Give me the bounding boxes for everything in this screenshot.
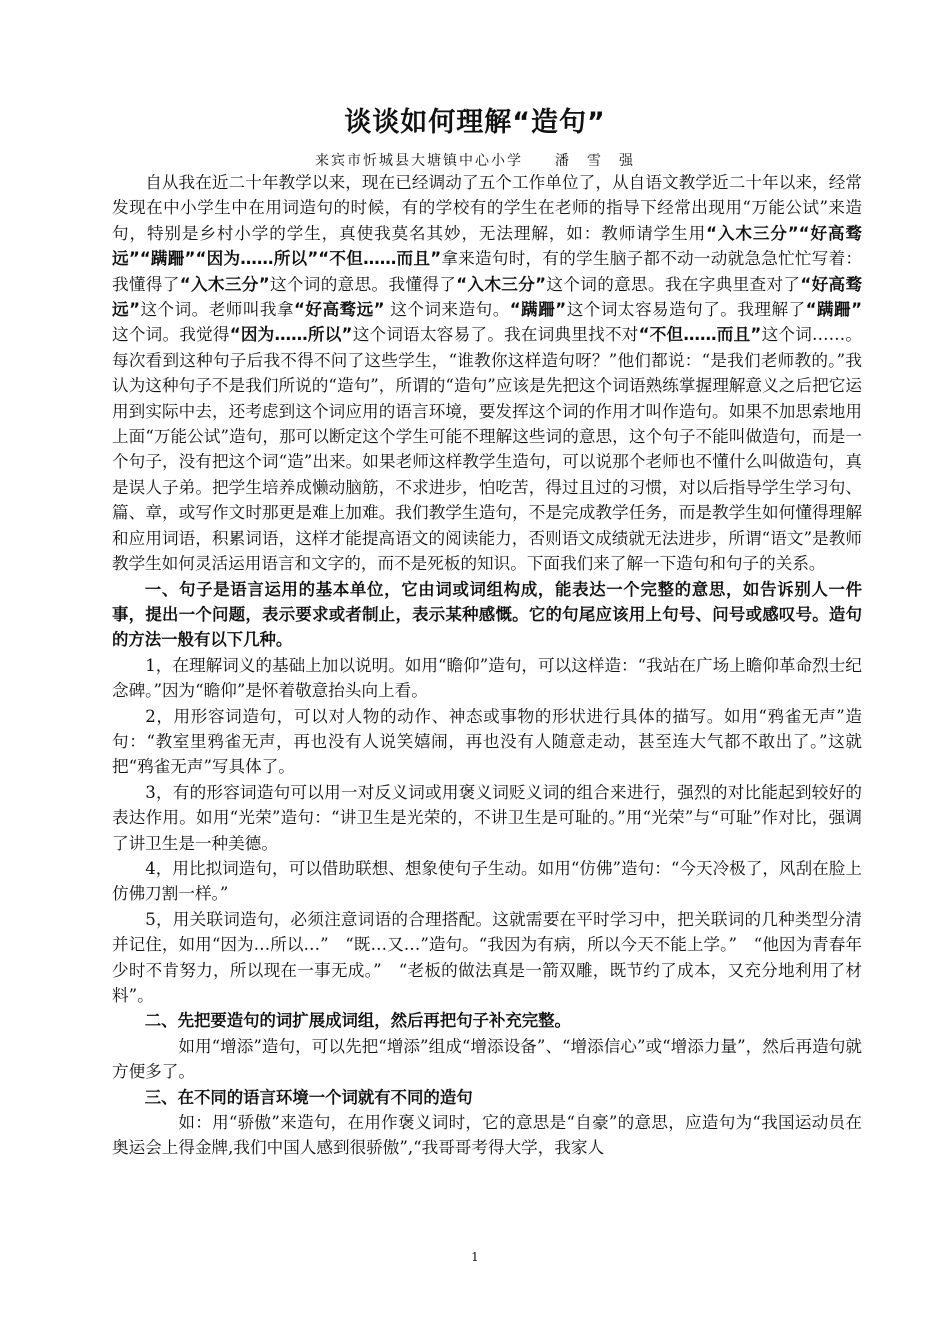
intro-text: 这个词。老师叫我拿 xyxy=(139,300,295,320)
bold-term: “蹒跚” xyxy=(509,300,567,320)
document-title: 谈谈如何理解“造句” xyxy=(344,107,606,138)
section-3-text: 如：用“骄傲”来造句，在用作褒义词时，它的意思是“自豪”的意思，应造句为“我国运动员在奥运会上得金牌,我们中国人感到很骄傲”,“我哥哥考得大学，我家人 xyxy=(112,1113,862,1158)
intro-text: 这个词来造句。 xyxy=(384,300,510,320)
intro-text: 这个词语太容易了。我在词典里找不对 xyxy=(352,325,639,345)
section-1-heading: 一、句子是语言运用的基本单位，它由词或词组构成，能表达一个完整的意思，如告诉别人一件事，提出一个问题，表示要求或者制止，表示某种感慨。它的句尾应该用上句号、问号或感叹号。造句的方法一般有以下几种。 xyxy=(112,579,862,650)
bold-term: “入木三分”“好高骛远”“蹒跚”“因为……所以”“不但……而且” xyxy=(112,223,863,269)
bold-term: “好高骛远” xyxy=(294,300,385,320)
section-3-heading: 三、在不同的语言环境一个词就有不同的造句 xyxy=(144,1087,473,1107)
intro-text: 这个词的意思。我在字典里查对了 xyxy=(546,274,801,294)
intro-paragraph xyxy=(112,170,862,577)
intro-text: 这个词……。每次看到这种句子后我不得不问了这些学生，“谁教你这样造句呀？”他们都说：“是我们老师教的。”我认为这种句子不是我们所说的“造句”，所谓的“造句”应该是先把这个词语熟练掌握理解意义之后把它运用到实际中去，还考虑到这个词应用的语言环境，要发挥这个词的作用才叫作造句。如果不加思索地用上面“万能公试”造句，那可以断定这个学生可能不理解这些词的意思，这个句子不能叫做造句，而是一个句子，没有把这个词“造”出来。如果老师这样教学生造句，可以说那个老师也不懂什么叫做造句，真是误人子弟。把学生培养成懒动脑筋，不求进步，怕吃苦，得过且过的习惯，对以后指导学生学习句、篇、章，或写作文时那更是难上加难。我们教学生造句，不是完成教学任务，而是教学生如何懂得理解和应用词语，积累词语，这样才能提高语文的阅读能力，否则语文成绩就无法进步，所谓“语文”是教师教学生如何灵活运用语言和文字的，而不是死板的知识。下面我们来了解一下造句和句子的关系。 xyxy=(112,325,863,574)
bold-term: “入木三分” xyxy=(179,274,270,294)
section-1-item-2: 2，用形容词造句，可以对人物的动作、神态或事物的形状进行具体的描写。如用“鸦雀无声”造句：“教室里鸦雀无声，再也没有人说笑嬉闹，再也没有人随意走动，甚至连大气都不敢出了。”这就把“鸦雀无声”写具体了。 xyxy=(112,706,862,777)
author-byline: 来宾市忻城县大塘镇中心小学 潘 雪 强 xyxy=(315,153,635,169)
document-body xyxy=(112,170,862,1161)
intro-text: 拿来造句时，有的学生脑子都不动一动就急急忙忙写着：我懂得了 xyxy=(112,249,863,294)
intro-text: 这个词。我觉得 xyxy=(112,325,230,345)
bold-term: “好高骛远” xyxy=(112,274,863,320)
intro-text: 这个词的意思。我懂得了 xyxy=(269,274,457,294)
bold-term: “入木三分” xyxy=(456,274,547,294)
section-1-item-4: 4，用比拟词造句，可以借助联想、想象使句子生动。如用“仿佛”造句：“今天冷极了，风刮在脸上仿佛刀割一样。” xyxy=(112,858,862,904)
intro-text: 这个词太容易造句了。我理解了 xyxy=(566,300,806,320)
section-1-item-3: 3，有的形容词造句可以用一对反义词或用褒义词贬义词的组合来进行，强烈的对比能起到较好的表达作用。如用“光荣”造句：“讲卫生是光荣的，不讲卫生是可耻的。”用“光荣”与“可耻”作对比，强调了讲卫生是一种美德。 xyxy=(112,782,862,853)
section-1-item-5: 5，用关联词造句，必须注意词语的合理搭配。这就需要在平时学习中，把关联词的几种类型分清并记住，如用“因为…所以…” “既…又…”造句。“我因为有病，所以今天不能上学。” “他因为青春年少时不肯努力，所以现在一事无成。” “老板的做法真是一箭双雕，既节约了成本，又充分地利用了材料”。 xyxy=(112,909,862,1005)
section-2-heading: 二、先把要造句的词扩展成词组，然后再把句子补充完整。 xyxy=(144,1011,571,1031)
intro-text: 自从我在近二十年教学以来，现在已经调动了五个工作单位了，从自语文教学近二十年以来，经常发现在中小学生中在用词造句的时候，有的学校有的学生在老师的指导下经常出现用“万能公试”来造句，特别是乡村小学的学生，真使我莫名其妙，无法理解，如：教师请学生用 xyxy=(112,173,862,243)
section-2-text: 如用“增添”造句，可以先把“增添”组成“增添设备”、“增添信心”或“增添力量”，然后再造句就方便多了。 xyxy=(112,1036,862,1082)
section-1-item-1: 1，在理解词义的基础上加以说明。如用“瞻仰”造句，可以这样造：“我站在广场上瞻仰革命烈士纪念碑。”因为“瞻仰”是怀着敬意抬头向上看。 xyxy=(112,655,862,701)
bold-term: “不但……而且” xyxy=(638,325,762,345)
bold-term: “因为……所以” xyxy=(229,325,353,345)
page-number: 1 xyxy=(471,1250,479,1264)
bold-term: “蹒跚” xyxy=(805,300,863,320)
